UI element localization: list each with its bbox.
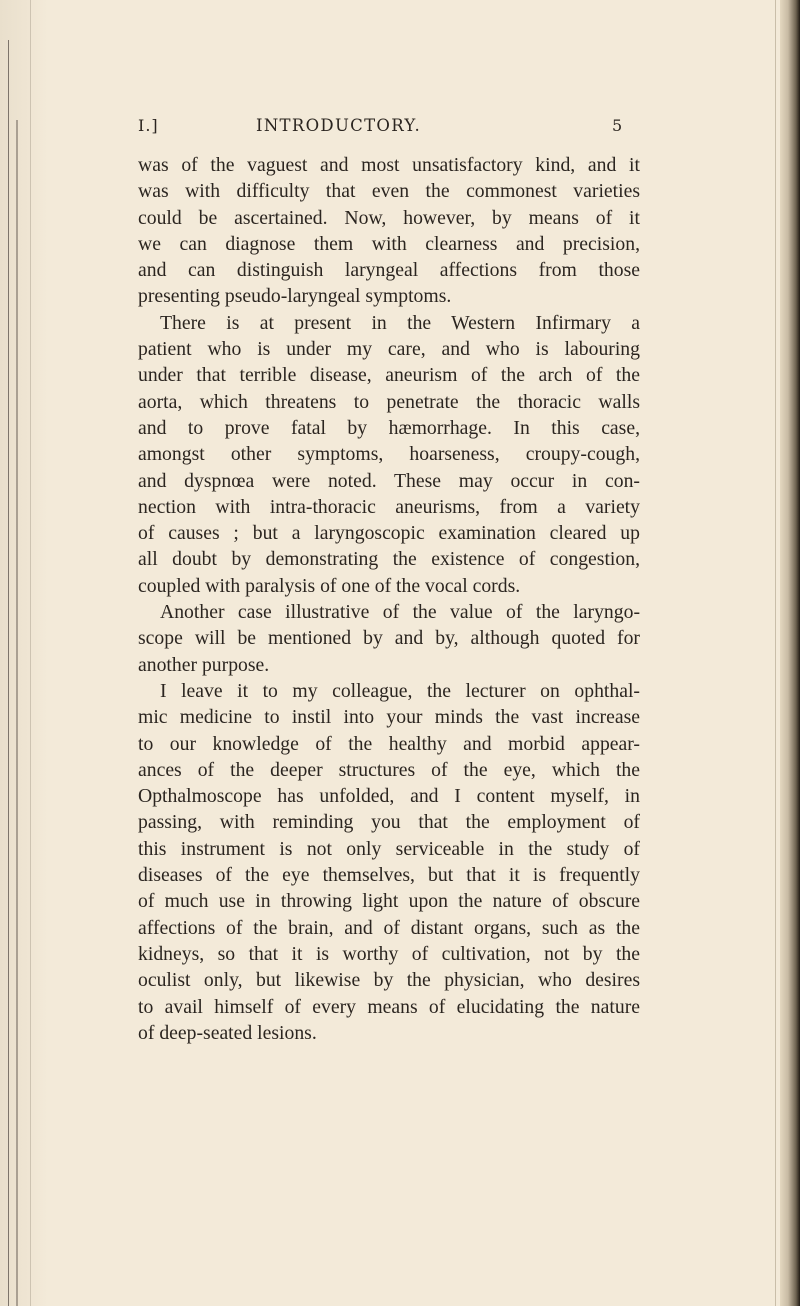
text-line: Another case illustrative of the value of the laryngo- xyxy=(160,601,640,624)
running-head xyxy=(0,116,800,140)
text-line: we can diagnose them with clearness and precision, xyxy=(138,232,640,255)
text-line: ances of the deeper structures of the eye, which the xyxy=(138,758,640,781)
text-line: affections of the brain, and of distant organs, such as the xyxy=(138,916,640,939)
page-number: 5 xyxy=(612,116,624,135)
text-line: of causes ; but a laryngoscopic examination cleared up xyxy=(138,522,640,545)
text-line: kidneys, so that it is worthy of cultivation, not by the xyxy=(138,942,640,965)
text-line: Opthalmoscope has unfolded, and I content myself, in xyxy=(138,785,640,808)
text-line: presenting pseudo-laryngeal symptoms. xyxy=(138,285,452,308)
text-line: diseases of the eye themselves, but that it is frequently xyxy=(138,864,640,887)
running-title: INTRODUCTORY. xyxy=(256,116,422,135)
text-line: of deep-seated lesions. xyxy=(138,1021,317,1044)
text-line: coupled with paralysis of one of the vocal cords. xyxy=(138,574,521,597)
text-line: was of the vaguest and most unsatisfactory kind, and it xyxy=(138,154,640,176)
text-line: mic medicine to instil into your minds the vast increase xyxy=(138,706,640,729)
text-line: this instrument is not only serviceable in the study of xyxy=(138,837,640,860)
text-line: There is at present in the Western Infirmary a xyxy=(160,311,640,334)
text-line: nection with intra-thoracic aneurisms, from a variety xyxy=(138,495,640,518)
text-line: and can distinguish laryngeal affections from those xyxy=(138,259,640,282)
text-line: to avail himself of every means of elucidating the nature xyxy=(138,995,640,1018)
text-line: could be ascertained. Now, however, by means of it xyxy=(138,206,640,229)
text-line: aorta, which threatens to penetrate the thoracic walls xyxy=(138,390,640,413)
text-line: under that terrible disease, aneurism of the arch of the xyxy=(138,364,640,387)
text-line: of much use in throwing light upon the nature of obscure xyxy=(138,890,640,913)
text-line: another purpose. xyxy=(138,653,270,676)
text-line: scope will be mentioned by and by, although quoted for xyxy=(138,627,640,650)
text-line: patient who is under my care, and who is labouring xyxy=(138,338,640,361)
text-line: I leave it to my colleague, the lecturer on ophthal- xyxy=(160,679,640,702)
text-line: and dyspnœa were noted. These may occur in con- xyxy=(138,469,640,492)
text-line: to our knowledge of the healthy and morbid appear- xyxy=(138,732,640,755)
text-line: and to prove fatal by hæmorrhage. In this case, xyxy=(138,416,640,439)
body-text xyxy=(138,152,640,1046)
text-line: all doubt by demonstrating the existence of congestion, xyxy=(138,548,640,571)
chapter-number: I.] xyxy=(138,116,159,135)
text-line: oculist only, but likewise by the physician, who desires xyxy=(138,969,640,992)
text-line: amongst other symptoms, hoarseness, croupy-cough, xyxy=(138,443,640,466)
text-line: was with difficulty that even the commonest varieties xyxy=(138,180,640,203)
text-line: passing, with reminding you that the employment of xyxy=(138,811,640,834)
